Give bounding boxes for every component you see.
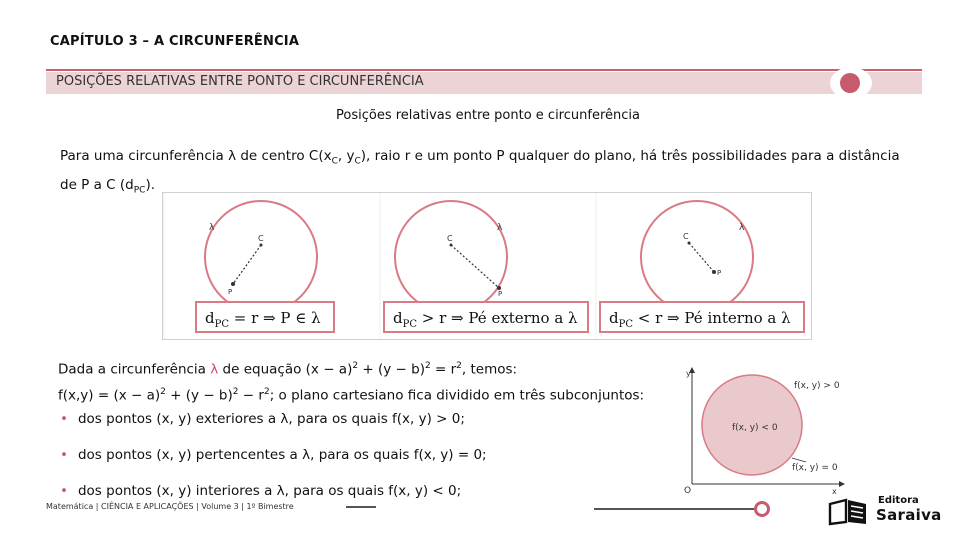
section-bar-accent — [46, 69, 922, 71]
on-circle-label: f(x, y) = 0 — [792, 463, 838, 473]
cartesian-plane-figure — [680, 362, 850, 500]
bullet-icon: • — [60, 447, 68, 463]
footer-text: Matemática | CIÊNCIA E APLICAÇÕES | Volume 3 | 1º Bimestre — [46, 502, 294, 511]
subsets-list — [60, 408, 487, 516]
lambda-label: λ — [739, 223, 745, 233]
lambda-label: λ — [497, 223, 503, 233]
y-axis-label: y — [686, 369, 691, 378]
origin-label: O — [684, 486, 692, 496]
bullet-icon: • — [60, 411, 68, 427]
lambda-label: λ — [209, 223, 215, 233]
radius-line — [451, 245, 499, 288]
point-dot — [231, 282, 235, 286]
center-dot — [450, 244, 453, 247]
outside-label: f(x, y) > 0 — [794, 381, 840, 391]
section-title: POSIÇÕES RELATIVAS ENTRE PONTO E CIRCUNFERÊNCIA — [56, 74, 424, 89]
center-dot — [688, 242, 691, 245]
radius-line — [689, 243, 714, 272]
section-logo-icon — [830, 67, 872, 99]
footer-line — [346, 506, 376, 508]
figure-point-on-circle — [165, 193, 379, 339]
publisher-name: Saraiva — [876, 506, 942, 524]
point-dot — [712, 270, 716, 274]
equation-line-1: Dada a circunferência λ de equação $(x - a)^2 + (y - b)^2 = r^2$, temos: — [58, 361, 518, 378]
bullet-icon: • — [60, 483, 68, 499]
book-icon — [826, 496, 870, 526]
figure-point-outside — [381, 193, 595, 339]
point-label: P — [228, 288, 233, 296]
equation-line-2: $f(x,y) = (x - a)^2 + (y - b)^2 - r^2$; o plano cartesiano fica dividido em três subconjuntos: — [58, 386, 645, 403]
slide-subtitle: Posições relativas entre ponto e circunferência — [336, 108, 640, 123]
footer-circle-icon — [754, 501, 770, 517]
leader-line — [792, 458, 806, 462]
inside-label: f(x, y) < 0 — [732, 423, 778, 433]
formula-inside: $d_{PC} < r$ ⇒ Pé interno a λ — [599, 301, 805, 333]
center-dot — [260, 244, 263, 247]
list-item: • dos pontos (x, y) interiores a λ, para os quais f(x, y) < 0; — [60, 483, 462, 499]
figures-strip — [162, 192, 812, 340]
publisher-small-label: Editora — [878, 495, 919, 506]
circle-lambda — [395, 201, 507, 313]
chapter-title: CAPÍTULO 3 – A CIRCUNFERÊNCIA — [50, 34, 300, 49]
circle-lambda — [641, 201, 753, 313]
formula-outside: $d_{PC} > r$ ⇒ Pé externo a λ — [383, 301, 589, 333]
figure-point-inside — [597, 193, 811, 339]
publisher-logo — [826, 494, 942, 528]
circle-lambda — [205, 201, 317, 313]
center-label: C — [258, 234, 264, 243]
radius-line — [233, 245, 261, 284]
point-label: P — [717, 269, 722, 277]
list-item: • dos pontos (x, y) exteriores a λ, para os quais f(x, y) > 0; — [60, 411, 465, 427]
equation-paragraph — [58, 355, 678, 406]
list-item: • dos pontos (x, y) pertencentes a λ, para os quais f(x, y) = 0; — [60, 447, 487, 463]
footer-line — [594, 508, 754, 510]
center-label: C — [447, 234, 453, 243]
center-label: C — [683, 232, 689, 241]
x-axis-label: x — [832, 487, 837, 496]
intro-paragraph: Para uma circunferência λ de centro $C(x_C$, $y_C$), raio r e um ponto P qualquer do plano, há três possibilidades para a distância de P a C $(d_{PC})$. — [60, 148, 900, 196]
formula-on-circle: $d_{PC} = r$ ⇒ P ∈ λ — [195, 301, 335, 333]
point-label: P — [498, 290, 503, 298]
